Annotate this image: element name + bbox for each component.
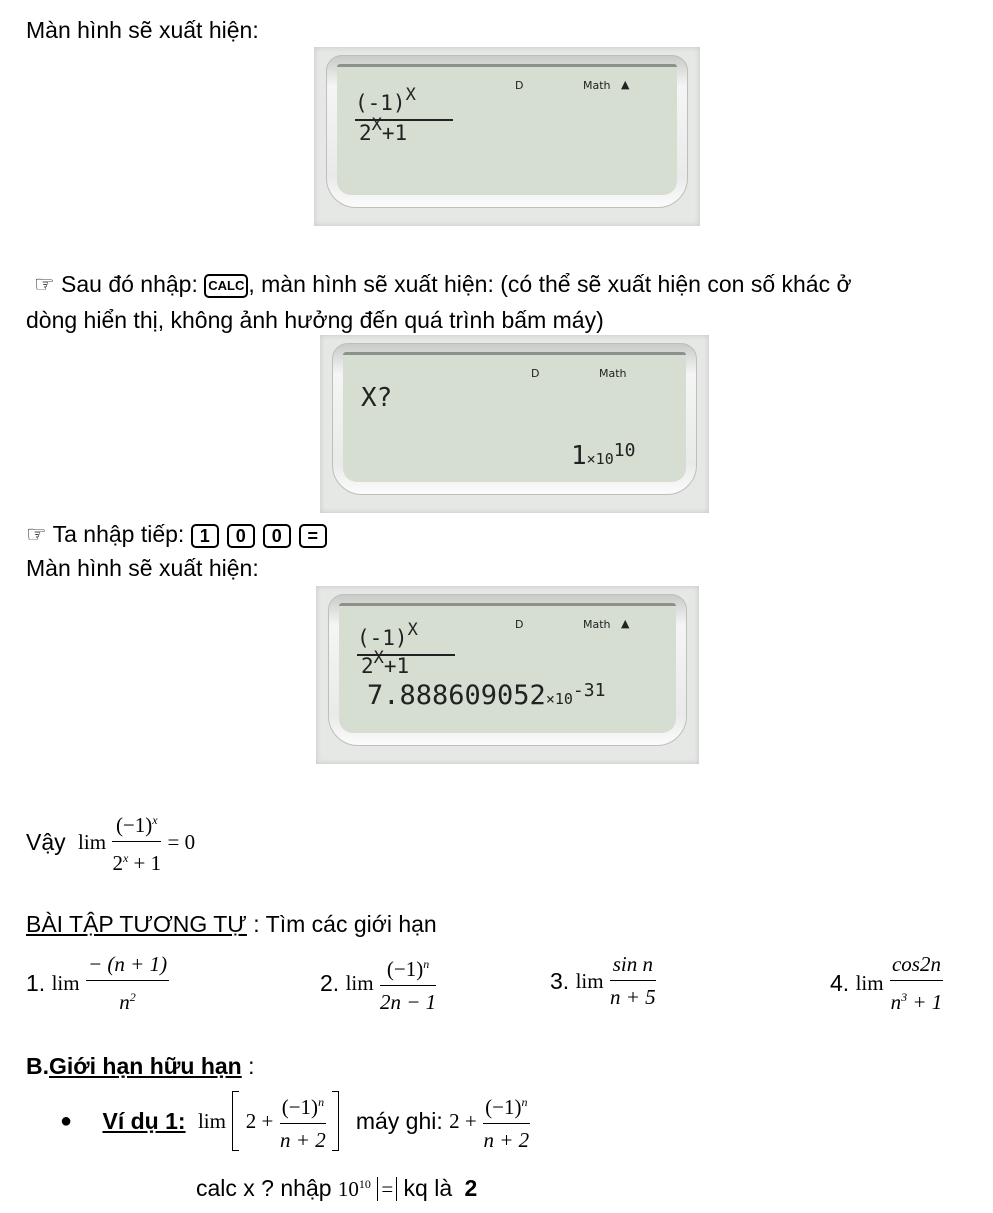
degree-indicator: D [515, 618, 524, 631]
section-b-heading: B.Giới hạn hữu hạn : [26, 1053, 255, 1079]
pointing-hand-icon: ☞ [34, 271, 55, 297]
exercise-1: 1. lim $\frac{- (n + 1)}{n^2}$ [26, 952, 168, 1014]
lcd-prompt: X? [361, 383, 393, 413]
up-arrow-icon: ▲ [621, 617, 630, 630]
equals-key-icon: = [377, 1177, 397, 1201]
conclusion: Vậy lim $\frac{(-1)^x}{2^x + 1}$ = 0 [26, 806, 195, 877]
exercises-heading: BÀI TẬP TƯƠNG TỰ : Tìm các giới hạn [26, 911, 437, 937]
pointing-hand-icon: ☞ [26, 521, 47, 547]
calculator-screen-1 [314, 47, 700, 226]
instruction-calc-cont: dòng hiển thị, không ảnh hưởng đến quá trình bấm máy) [26, 307, 604, 333]
lcd-fraction-numerator: $(-1)^X$ [355, 85, 416, 115]
degree-indicator: D [531, 367, 540, 380]
lcd-fraction-denominator: $2^X+1$ [361, 648, 410, 678]
example-1: ● Ví dụ 1: lim 2 + $\frac{(-1)^n}{n + 2}$ máy ghi: 2 + $\frac{(-1)^n}{n + 2}$ [60, 1088, 530, 1154]
up-arrow-icon: ▲ [621, 78, 630, 91]
calculator-screen-3 [316, 586, 699, 764]
key-equals-icon: = [299, 524, 327, 548]
math-mode-label: Math [599, 367, 627, 380]
calc-instruction: calc x ? nhập $10^{10}$ = kq là 2 [196, 1175, 478, 1201]
lcd-value: $1\times 10^{10}$ [571, 440, 636, 471]
lcd-result: $7.888609052\times 10^{-31}$ [367, 680, 606, 711]
math-mode-label: Math [583, 618, 611, 631]
calc-key-icon: CALC [204, 274, 248, 298]
intro-text-2: Màn hình sẽ xuất hiện: [26, 555, 259, 581]
exercise-3: 3. lim $\frac{\text{sin n}}{n + 5}$ [550, 952, 656, 1009]
lcd-fraction-numerator: $(-1)^X$ [357, 620, 418, 650]
degree-indicator: D [515, 79, 524, 92]
key-1-icon: 1 [191, 524, 219, 548]
key-0-icon: 0 [227, 524, 255, 548]
instruction-calc: ☞ Sau đó nhập: CALC , màn hình sẽ xuất hiện: (có thể sẽ xuất hiện con số khác ở [34, 271, 852, 297]
calculator-screen-2 [320, 335, 709, 513]
key-0-icon: 0 [263, 524, 291, 548]
math-mode-label: Math [583, 79, 611, 92]
bullet-icon: ● [60, 1110, 73, 1132]
lcd-fraction-denominator: $2^X+1$ [359, 115, 408, 145]
exercise-4: 4. lim $\frac{\cos 2n}{n^3 + 1}$ [830, 952, 943, 1014]
exercise-2: 2. lim $\frac{(-1)^n}{2n - 1}$ [320, 950, 436, 1016]
conclusion-fraction: $\frac{(-1)^x}{2^x + 1}$ [112, 806, 161, 877]
intro-text: Màn hình sẽ xuất hiện: [26, 17, 259, 43]
instruction-input: ☞ Ta nhập tiếp: 1 0 0 = [26, 520, 335, 548]
